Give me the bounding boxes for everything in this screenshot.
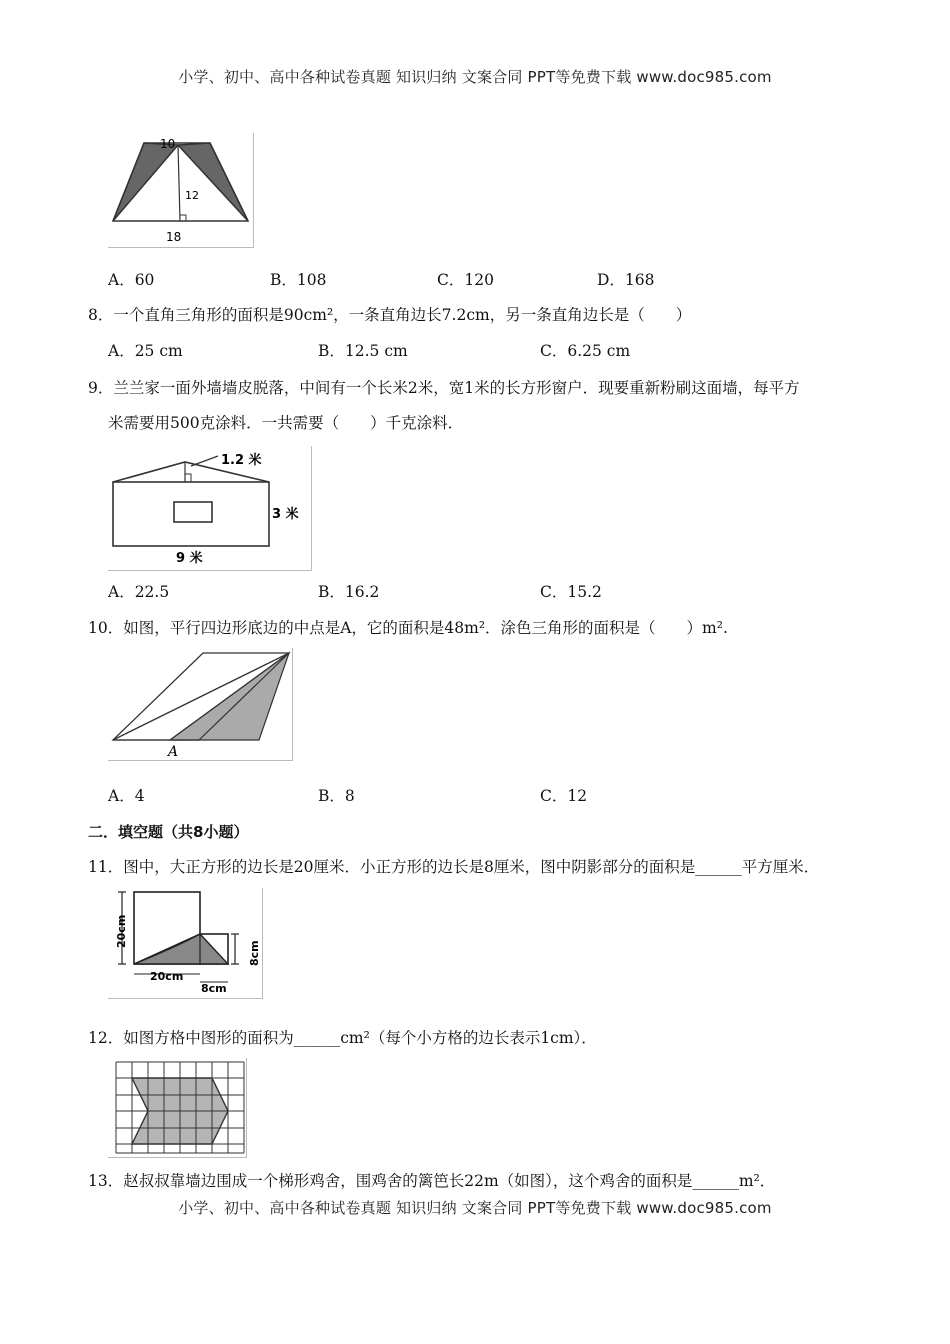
page-footer: 小学、初中、高中各种试卷真题 知识归纳 文案合同 PPT等免费下载 www.doc985.com: [178, 1199, 772, 1217]
q9-option-c: C．15.2: [540, 583, 602, 601]
q8-option-c: C．6.25 cm: [540, 342, 631, 360]
section-title-fill-in: 二．填空题（共8小题）: [88, 823, 249, 841]
q7-option-b: B．108: [270, 271, 327, 289]
q10-option-b: B．8: [318, 787, 355, 805]
q11-left-label: 20cm: [115, 914, 128, 948]
q9-roof-label: 1.2 米: [221, 453, 262, 468]
q9-question-line2: 米需要用500克涂料．一共需要（ ）千克涂料．: [108, 414, 464, 432]
q10-question: 10．如图，平行四边形底边的中点是A，它的面积是48m²．涂色三角形的面积是（ ）m².: [88, 619, 728, 637]
q9-width-label: 9 米: [176, 551, 203, 566]
q8-option-b: B．12.5 cm: [318, 342, 408, 360]
q10-option-a: A．4: [108, 787, 145, 805]
q10-point-label: A: [168, 744, 179, 760]
q8-option-a: A．25 cm: [108, 342, 183, 360]
q7-base-label: 18: [166, 230, 182, 244]
q7-top-label: 10: [160, 137, 176, 151]
q9-question-line1: 9．兰兰家一面外墙墙皮脱落，中间有一个长米2米，宽1米的长方形窗户．现要重新粉刷这面墙，每平方: [88, 379, 800, 397]
q7-option-d: D．168: [597, 271, 655, 289]
page-header: 小学、初中、高中各种试卷真题 知识归纳 文案合同 PPT等免费下载 www.doc985.com: [178, 68, 772, 86]
q11-squares-figure: [108, 888, 263, 999]
q12-question: 12．如图方格中图形的面积为______cm²（每个小方格的边长表示1cm）．: [88, 1029, 597, 1047]
q9-height-label: 3 米: [272, 507, 299, 522]
q13-question: 13．赵叔叔靠墙边围成一个梯形鸡舍，围鸡舍的篱笆长22m（如图），这个鸡舍的面积是______m²．: [88, 1172, 776, 1190]
q11-question: 11．图中，大正方形的边长是20厘米．小正方形的边长是8厘米，图中阴影部分的面积是______平方厘米．: [88, 858, 820, 876]
q11-right-label: 8cm: [248, 940, 261, 966]
q7-height-label: 12: [185, 189, 199, 202]
q7-trapezoid-figure: [108, 133, 254, 248]
q12-grid-figure: [108, 1058, 247, 1158]
q9-wall-figure: [108, 446, 312, 571]
q9-option-a: A．22.5: [108, 583, 170, 601]
q9-option-b: B．16.2: [318, 583, 380, 601]
q11-bottom-label: 20cm: [150, 970, 184, 983]
q7-option-a: A．60: [108, 271, 155, 289]
q8-question: 8．一个直角三角形的面积是90cm²，一条直角边长7.2cm，另一条直角边长是（ ）: [88, 306, 692, 324]
q10-option-c: C．12: [540, 787, 588, 805]
q10-parallelogram-figure: [108, 648, 293, 761]
q11-small-bottom-label: 8cm: [201, 982, 227, 995]
q7-option-c: C．120: [437, 271, 494, 289]
